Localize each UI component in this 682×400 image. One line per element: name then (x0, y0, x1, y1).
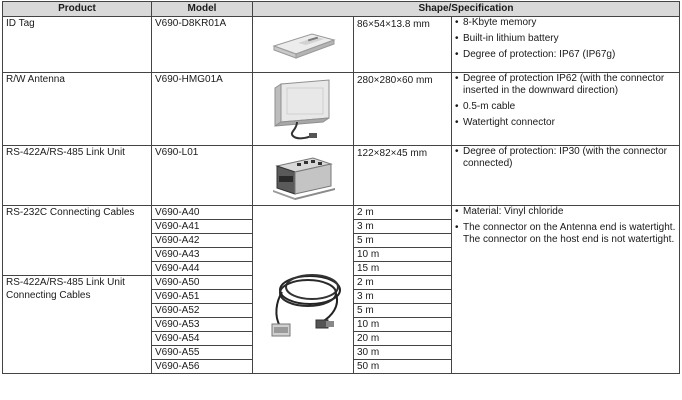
cable-length: 5 m (354, 234, 452, 248)
cable-length: 10 m (354, 318, 452, 332)
dimensions: 86×54×13.8 mm (354, 17, 452, 73)
rw-antenna-photo (253, 73, 354, 146)
spec-item: • Degree of protection: IP30 (with the connector connected) (455, 146, 676, 170)
spec-cell (452, 206, 680, 374)
header-model: Model (152, 2, 253, 17)
model-number: V690-A51 (152, 290, 253, 304)
cable-length: 15 m (354, 262, 452, 276)
header-product: Product (3, 2, 152, 17)
spec-item: • Degree of protection IP62 (with the connector inserted in the downward direction) (455, 73, 676, 97)
cable-length: 3 m (354, 220, 452, 234)
table-row (3, 206, 680, 220)
table-row (3, 73, 680, 146)
spec-item: • The connector on the Antenna end is watertight. The connector on the host end is not watertight. (455, 222, 676, 246)
cable-length: 5 m (354, 304, 452, 318)
model-number: V690-HMG01A (152, 73, 253, 146)
cable-length: 2 m (354, 276, 452, 290)
table-row (3, 17, 680, 73)
model-number: V690-A44 (152, 262, 253, 276)
spec-item: • Built-in lithium battery (455, 33, 676, 45)
cable-length: 3 m (354, 290, 452, 304)
model-number: V690-L01 (152, 146, 253, 206)
model-number: V690-A53 (152, 318, 253, 332)
model-number: V690-D8KR01A (152, 17, 253, 73)
product-name: RS-422A/RS-485 Link Unit (3, 146, 152, 206)
link-unit-photo (253, 146, 354, 206)
cable-length: 50 m (354, 360, 452, 374)
cable-length: 30 m (354, 346, 452, 360)
spec-list (455, 206, 676, 246)
model-number: V690-A54 (152, 332, 253, 346)
spec-list (455, 17, 676, 61)
header-shape-spec: Shape/Specification (253, 2, 680, 17)
spec-cell (452, 73, 680, 146)
model-number: V690-A40 (152, 206, 253, 220)
cable-length: 20 m (354, 332, 452, 346)
id-tag-photo (253, 17, 354, 73)
spec-item: • Material: Vinyl chloride (455, 206, 676, 218)
model-number: V690-A42 (152, 234, 253, 248)
product-name: ID Tag (3, 17, 152, 73)
spec-item: • 0.5-m cable (455, 101, 676, 113)
spec-item: • Degree of protection: IP67 (IP67g) (455, 49, 676, 61)
product-spec-table (2, 1, 680, 374)
spec-cell (452, 17, 680, 73)
product-name: RS-422A/RS-485 Link Unit Connecting Cables (3, 276, 152, 374)
spec-cell (452, 146, 680, 206)
spec-item: • Watertight connector (455, 117, 676, 129)
model-number: V690-A43 (152, 248, 253, 262)
table-row (3, 146, 680, 206)
model-number: V690-A52 (152, 304, 253, 318)
product-name: RS-232C Connecting Cables (3, 206, 152, 276)
cable-photo (253, 206, 354, 374)
spec-list (455, 146, 676, 170)
header-row (3, 2, 680, 17)
model-number: V690-A55 (152, 346, 253, 360)
model-number: V690-A41 (152, 220, 253, 234)
product-name: R/W Antenna (3, 73, 152, 146)
spec-item: • 8-Kbyte memory (455, 17, 676, 29)
cable-length: 10 m (354, 248, 452, 262)
dimensions: 122×82×45 mm (354, 146, 452, 206)
model-number: V690-A56 (152, 360, 253, 374)
model-number: V690-A50 (152, 276, 253, 290)
cable-length: 2 m (354, 206, 452, 220)
dimensions: 280×280×60 mm (354, 73, 452, 146)
spec-list (455, 73, 676, 129)
